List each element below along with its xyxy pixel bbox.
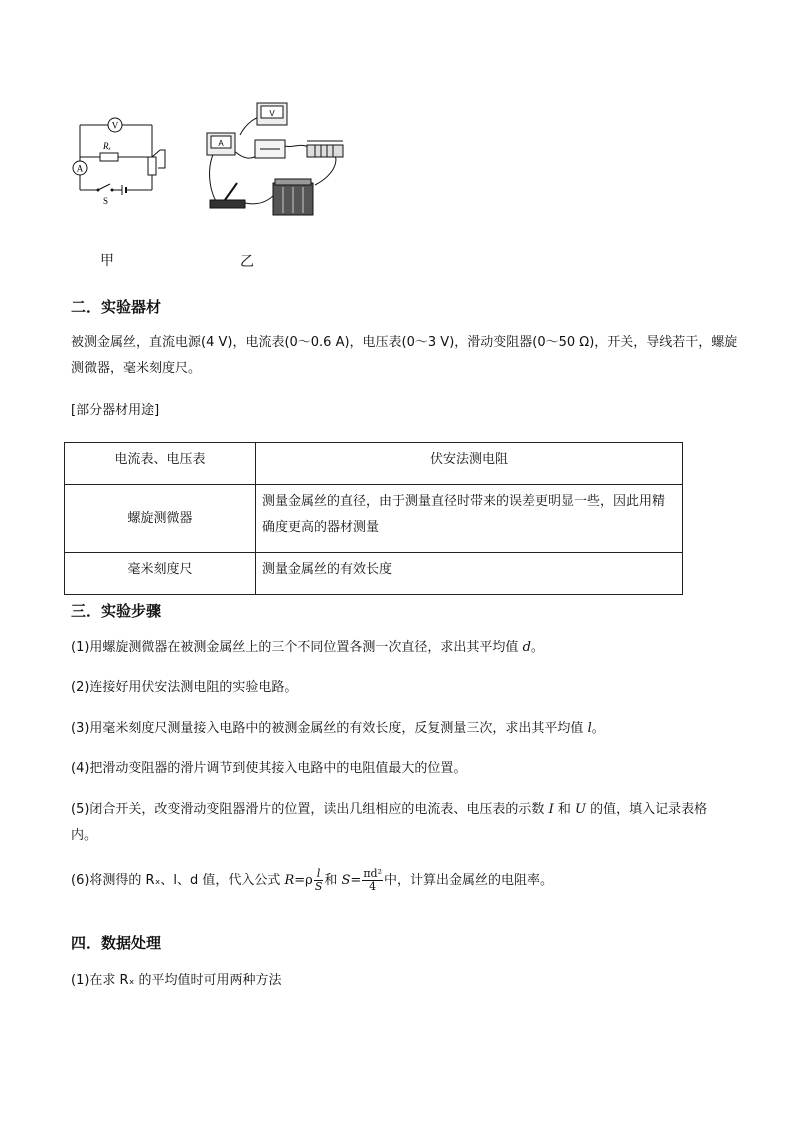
fraction-numerator: πd² [363, 867, 383, 880]
resistor-label: Rₓ [103, 141, 112, 151]
step-5-var-i: I [548, 802, 554, 817]
table-cell: 电流表、电压表 [65, 443, 256, 485]
formula-s: S [341, 873, 351, 888]
step-4: (4)把滑动变阻器的滑片调节到使其接入电路中的电阻值最大的位置。 [71, 761, 467, 776]
figure-caption-jia: 甲 [100, 253, 114, 269]
step-3 [71, 716, 741, 742]
step-3-text: (3)用毫米刻度尺测量接入电路中的被测金属丝的有效长度，反复测量三次，求出其平均值 [71, 721, 588, 736]
ammeter-face-label: A [218, 139, 224, 148]
step-5 [71, 797, 731, 849]
table-cell: 伏安法测电阻 [256, 443, 683, 485]
step-5-mid: 和 [553, 802, 575, 817]
fraction-numerator: l [314, 868, 324, 881]
voltmeter-label: V [111, 120, 119, 131]
ammeter-device [207, 133, 235, 155]
formula-area [341, 867, 385, 893]
data-paragraph-1: (1)在求 Rₓ 的平均值时可用两种方法 [71, 973, 282, 988]
step-1-var: d [522, 640, 531, 655]
switch-label: S [103, 196, 109, 206]
table-row [65, 443, 683, 485]
materials-subheading: [部分器材用途] [71, 403, 160, 418]
section-heading-data: 四．数据处理 [71, 934, 162, 952]
section-heading-steps: 三．实验步骤 [71, 602, 162, 620]
step-1-end: 。 [530, 640, 544, 655]
table-cell: 螺旋测微器 [65, 485, 256, 553]
step-6-end: 中，计算出金属丝的电阻率。 [384, 873, 554, 888]
voltmeter-face-label: V [269, 109, 275, 118]
step-5-end: 的值，填入记录表格内。 [71, 802, 708, 843]
step-6 [71, 868, 741, 894]
step-3-var: l [587, 721, 592, 736]
rheostat-device [307, 141, 343, 157]
fraction-denominator: 4 [369, 880, 377, 893]
apparatus-illustration [195, 95, 360, 220]
figure-caption-yi: 乙 [240, 254, 254, 270]
section-heading-materials: 二．实验器材 [71, 298, 162, 316]
formula-eq1: =ρ [294, 873, 313, 888]
equipment-table [64, 442, 683, 595]
table-cell: 毫米刻度尺 [65, 553, 256, 595]
step-2: (2)连接好用伏安法测电阻的实验电路。 [71, 680, 298, 695]
step-6-text: (6)将测得的 Rₓ、l、d 值，代入公式 [71, 873, 285, 888]
table-row [65, 485, 683, 553]
switch-device [210, 183, 245, 208]
fraction-l-over-s [314, 868, 324, 893]
fraction-denominator: S [314, 880, 323, 893]
step-1 [71, 635, 741, 661]
table-cell: 测量金属丝的有效长度 [256, 553, 683, 595]
formula-eq2: = [350, 873, 362, 888]
battery-device [273, 179, 313, 215]
table-cell: 测量金属丝的直径，由于测量直径时带来的误差更明显一些，因此用精确度更高的器材测量 [256, 485, 683, 553]
step-5-var-u: U [574, 802, 586, 817]
voltmeter-device [257, 103, 287, 125]
materials-paragraph: 被测金属丝，直流电源(4 V)，电流表(0～0.6 A)，电压表(0～3 V)，滑动变阻器(0～50 Ω)，开关，导线若干，螺旋测微器，毫米刻度尺。 [71, 335, 738, 376]
circuit-diagram [70, 112, 180, 212]
table-row [65, 553, 683, 595]
step-3-end: 。 [591, 721, 605, 736]
step-6-and: 和 [324, 873, 342, 888]
fraction-pi-d2-over-4 [362, 868, 383, 893]
step-5-text: (5)闭合开关，改变滑动变阻器滑片的位置，读出几组相应的电流表、电压表的示数 [71, 802, 549, 817]
ammeter-label: A [76, 163, 84, 174]
formula [284, 867, 324, 893]
step-1-text: (1)用螺旋测微器在被测金属丝上的三个不同位置各测一次直径，求出其平均值 [71, 640, 523, 655]
formula-r: R [284, 873, 295, 888]
